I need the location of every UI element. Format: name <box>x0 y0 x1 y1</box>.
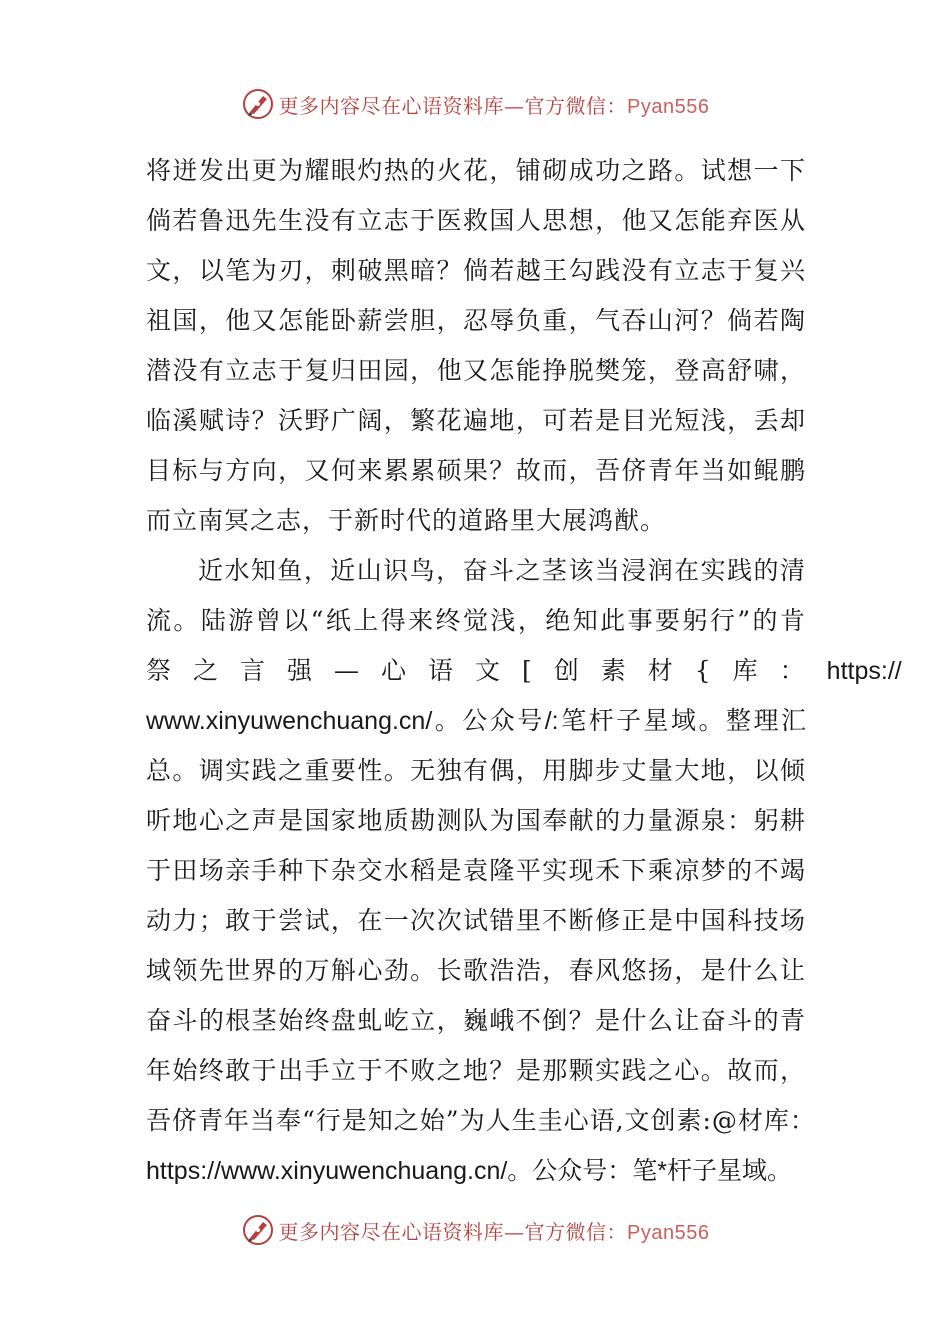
body-line: 目标与方向，又何来累累硕果？故而，吾侪青年当如鲲鹏 <box>146 456 806 485</box>
body-line: 文，以笔为刃，刺破黑暗？倘若越王勾践没有立志于复兴 <box>146 256 806 285</box>
body-line <box>146 1146 806 1196</box>
body-line: 流。陆游曾以“纸上得来终觉浅，绝知此事要躬行”的肯 <box>146 606 806 635</box>
body-line: 域领先世界的万斛心劲。长歌浩浩，春风悠扬，是什么让 <box>146 956 806 985</box>
body-line: 总。调实践之重要性。无独有偶，用脚步丈量大地，以倾 <box>146 756 806 785</box>
footer-banner-account: Pyan556 <box>627 1221 710 1244</box>
footer-banner <box>0 1208 950 1252</box>
body-line: 奋斗的根茎始终盘虬屹立，巍峨不倒？是什么让奋斗的青 <box>146 1006 806 1035</box>
url-line-text: www.xinyuwenchuang.cn/。公众号/:笔杆子星域。整理汇 <box>146 707 806 735</box>
body-line: 临溪赋诗？沃野广阔，繁花遍地，可若是目光短浅，丢却 <box>146 406 806 435</box>
body-line: 听地心之声是国家地质勘测队为国奉献的力量源泉：躬耕 <box>146 806 806 835</box>
url-line-text: https://www.xinyuwenchuang.cn/。公众号：笔*杆子星域。 <box>146 1157 793 1185</box>
body-line: 年始终敢于出手立于不败之地？是那颗实践之心。故而， <box>146 1056 806 1085</box>
body-line: 动力；敢于尝试，在一次次试错里不断修正是中国科技场 <box>146 906 806 935</box>
body-line-with-url <box>146 646 902 696</box>
body-line: 倘若鲁迅先生没有立志于医救国人思想，他又怎能弃医从 <box>146 206 806 235</box>
url-text: https:// <box>826 657 902 685</box>
body-line-text: 祭之言强—心语文[创素材{库： <box>146 656 827 685</box>
pen-nib-logo-icon <box>241 1213 275 1247</box>
body-line: 将迸发出更为耀眼灼热的火花，铺砌成功之路。试想一下 <box>146 156 806 185</box>
body-line: 近水知鱼，近山识鸟，奋斗之茎该当浸润在实践的清 <box>198 556 806 585</box>
essay-body <box>146 146 902 1196</box>
body-line: 祖国，他又怎能卧薪尝胆，忍辱负重，气吞山河？倘若陶 <box>146 306 806 335</box>
body-line: 而立南冥之志，于新时代的道路里大展鸿猷。 <box>146 506 667 535</box>
body-line: 潜没有立志于复归田园，他又怎能挣脱樊笼，登高舒啸， <box>146 356 806 385</box>
header-banner <box>0 82 950 126</box>
footer-banner-text: 更多内容尽在心语资料库—官方微信：Pyan556 <box>278 1219 710 1244</box>
header-banner-account: Pyan556 <box>627 95 710 118</box>
header-banner-text: 更多内容尽在心语资料库—官方微信：Pyan556 <box>278 93 710 118</box>
body-line: 于田场亲手种下杂交水稻是袁隆平实现禾下乘凉梦的不竭 <box>146 856 806 885</box>
body-line: 吾侪青年当奉“行是知之始”为人生圭心语,文创素:@材库： <box>146 1106 816 1135</box>
body-line <box>146 696 806 746</box>
pen-nib-logo-icon <box>241 87 275 121</box>
